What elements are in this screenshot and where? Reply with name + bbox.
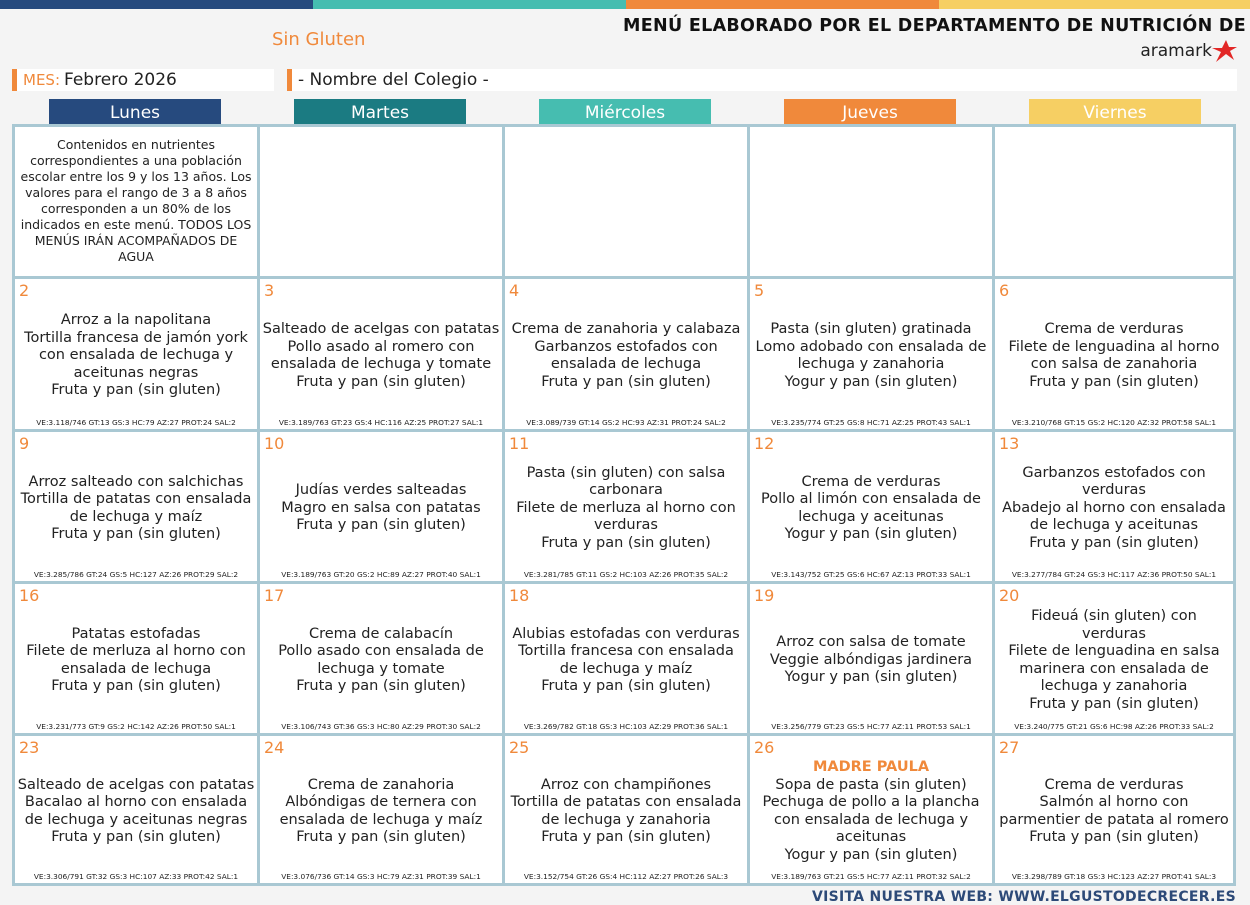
dish-line: Fruta y pan (sin gluten): [1029, 373, 1199, 390]
dish-line: Yogur y pan (sin gluten): [784, 669, 958, 685]
dish-list: [507, 321, 745, 391]
dish-line: Fruta y pan (sin gluten): [51, 829, 221, 845]
empty-cell: [995, 127, 1233, 279]
menu-day-cell: [15, 279, 260, 432]
dish-list: [17, 312, 255, 400]
brand-logo: [1140, 38, 1238, 64]
day-header-martes: Martes: [294, 99, 466, 126]
dish-line: Fruta y pan (sin gluten): [51, 678, 221, 694]
dish-line: Salteado de acelgas con patatas: [17, 776, 255, 793]
dish-line: Yogur y pan (sin gluten): [784, 373, 958, 390]
dish-line: Fruta y pan (sin gluten): [296, 373, 466, 390]
day-number: 18: [509, 586, 530, 605]
dish-line: Tortilla francesa con ensalada de lechuga y maíz: [518, 643, 734, 677]
dish-line: Garbanzos estofados con ensalada de lechuga: [534, 338, 718, 372]
dish-line: Arroz con champiñones: [540, 776, 712, 793]
menu-day-cell: [995, 432, 1233, 584]
day-number: 20: [999, 586, 1020, 605]
dish-line: Abadejo al horno con ensalada de lechuga y aceitunas: [1002, 499, 1226, 533]
special-event-label: MADRE PAULA: [812, 759, 930, 775]
menu-day-cell: [505, 432, 750, 584]
nutrition-values: VE:3.189/763 GT:20 GS:2 HC:89 AZ:27 PROT:40 SAL:1: [281, 570, 481, 579]
day-header-lunes: Lunes: [49, 99, 221, 126]
month-label: MES:: [23, 71, 60, 89]
dish-line: Fruta y pan (sin gluten): [296, 829, 466, 845]
dish-list: [752, 634, 990, 687]
empty-cell: [505, 127, 750, 279]
dish-line: Pollo asado con ensalada de lechuga y tomate: [278, 643, 484, 677]
day-number: 6: [999, 281, 1010, 300]
day-number: 3: [264, 281, 275, 300]
nutrition-values: VE:3.118/746 GT:13 GS:3 HC:79 AZ:27 PROT:24 SAL:2: [36, 418, 236, 427]
dish-line: Yogur y pan (sin gluten): [784, 526, 958, 542]
dish-list: [997, 465, 1231, 553]
nutrition-values: VE:3.277/784 GT:24 GS:3 HC:117 AZ:36 PROT:50 SAL:1: [1011, 570, 1217, 579]
top-color-bar: [0, 0, 1250, 9]
menu-day-cell: [260, 279, 505, 432]
day-number: 9: [19, 434, 30, 453]
day-number: 10: [264, 434, 285, 453]
school-marker: [287, 69, 292, 91]
menu-day-cell: [260, 736, 505, 883]
menu-day-cell: [505, 279, 750, 432]
diet-label: Sin Gluten: [272, 29, 366, 50]
day-header-miercoles: Miércoles: [539, 99, 711, 126]
dish-list: [997, 321, 1231, 391]
footer-website: VISITA NUESTRA WEB: WWW.ELGUSTODECRECER.ES: [811, 889, 1236, 905]
menu-day-cell: [15, 584, 260, 736]
day-number: 5: [754, 281, 765, 300]
dish-line: Fruta y pan (sin gluten): [296, 678, 466, 694]
dish-line: Fruta y pan (sin gluten): [541, 373, 711, 390]
dish-line: Filete de merluza al horno con ensalada de lechuga: [26, 643, 246, 677]
dish-line: Pollo al limón con ensalada de lechuga y aceitunas: [761, 491, 981, 525]
dish-line: Fruta y pan (sin gluten): [541, 678, 711, 694]
dish-list: [262, 626, 500, 696]
dish-line: Fruta y pan (sin gluten): [296, 517, 466, 533]
menu-day-cell: [15, 736, 260, 883]
dish-line: Pasta (sin gluten) con salsa carbonara: [526, 464, 726, 498]
dish-line: Fideuá (sin gluten) con verduras: [1031, 608, 1197, 642]
nutrition-values: VE:3.306/791 GT:32 GS:3 HC:107 AZ:33 PROT:42 SAL:1: [33, 872, 239, 881]
day-number: 27: [999, 738, 1020, 757]
dish-list: [752, 321, 990, 391]
dish-line: Sopa de pasta (sin gluten): [775, 776, 967, 793]
dish-list: [507, 465, 745, 553]
dish-line: Pasta (sin gluten) gratinada: [770, 321, 972, 337]
dish-line: Pechuga de pollo a la plancha con ensalada de lechuga y aceitunas: [762, 794, 980, 845]
dish-line: Bacalao al horno con ensalada de lechuga y aceitunas negras: [24, 794, 248, 828]
nutrition-values: VE:3.089/739 GT:14 GS:2 HC:93 AZ:31 PROT:24 SAL:2: [526, 418, 726, 427]
dish-line: Arroz con salsa de tomate: [776, 634, 966, 650]
day-number: 11: [509, 434, 530, 453]
menu-day-cell: [750, 279, 995, 432]
menu-day-cell: [750, 432, 995, 584]
day-header-jueves: Jueves: [784, 99, 956, 126]
menu-day-cell: [995, 279, 1233, 432]
menu-grid: [12, 124, 1236, 886]
dish-line: Lomo adobado con ensalada de lechuga y zanahoria: [755, 338, 987, 372]
dish-line: Tortilla de patatas con ensalada de lechuga y zanahoria: [510, 794, 742, 828]
menu-day-cell: [260, 584, 505, 736]
month-field: [12, 69, 274, 91]
dish-line: Crema de zanahoria: [307, 776, 455, 793]
dish-line: Veggie albóndigas jardinera: [769, 651, 973, 668]
day-number: 26: [754, 738, 775, 757]
nutrition-values: VE:3.143/752 GT:25 GS:6 HC:67 AZ:13 PROT:33 SAL:1: [771, 570, 971, 579]
menu-day-cell: [260, 432, 505, 584]
dish-list: [997, 608, 1231, 713]
day-number: 19: [754, 586, 775, 605]
empty-cell: [260, 127, 505, 279]
menu-day-cell: [995, 736, 1233, 883]
nutrition-values: VE:3.285/786 GT:24 GS:5 HC:127 AZ:26 PROT:29 SAL:2: [33, 570, 239, 579]
dish-line: Yogur y pan (sin gluten): [784, 846, 958, 863]
nutrition-values: VE:3.106/743 GT:36 GS:3 HC:80 AZ:29 PROT:30 SAL:2: [281, 722, 481, 731]
dish-list: [752, 474, 990, 544]
menu-day-cell: [750, 584, 995, 736]
dish-line: Fruta y pan (sin gluten): [51, 382, 221, 398]
nutrition-note: Contenidos en nutrientes correspondientes a una población escolar entre los 9 y los 13 años. Los valores para el rango de 3 a 8 años corresponden a un 80% de los indicados en este menú. TODOS LOS MENÚS IRÁN ACOMPAÑADOS DE AGUA: [20, 137, 252, 264]
dish-line: Alubias estofadas con verduras: [512, 625, 740, 642]
dish-line: Filete de merluza al horno con verduras: [516, 499, 736, 533]
dish-list: [262, 321, 500, 391]
dish-list: [262, 777, 500, 847]
dish-line: Fruta y pan (sin gluten): [541, 534, 711, 551]
dish-line: Arroz salteado con salchichas: [28, 473, 244, 490]
nutrition-values: VE:3.235/774 GT:25 GS:8 HC:71 AZ:25 PROT:43 SAL:1: [771, 418, 971, 427]
dish-line: Crema de verduras: [1044, 776, 1184, 793]
menu-day-cell: [505, 736, 750, 883]
dish-line: Fruta y pan (sin gluten): [541, 829, 711, 845]
day-number: 25: [509, 738, 530, 757]
dish-line: Arroz a la napolitana: [60, 312, 212, 328]
dish-line: Crema de verduras: [1044, 321, 1184, 337]
nutrition-values: VE:3.152/754 GT:26 GS:4 HC:112 AZ:27 PROT:26 SAL:3: [523, 872, 729, 881]
day-number: 16: [19, 586, 40, 605]
dish-line: Fruta y pan (sin gluten): [1029, 534, 1199, 551]
dish-line: Tortilla francesa de jamón york con ensalada de lechuga y aceitunas negras: [24, 329, 248, 381]
star-person-icon: [1210, 38, 1238, 64]
dish-line: Fruta y pan (sin gluten): [51, 526, 221, 542]
empty-cell: [750, 127, 995, 279]
school-field: [287, 69, 1237, 91]
dish-line: Garbanzos estofados con verduras: [1022, 464, 1206, 498]
day-number: 13: [999, 434, 1020, 453]
day-number: 12: [754, 434, 775, 453]
nutrition-values: VE:3.269/782 GT:18 GS:3 HC:103 AZ:29 PROT:36 SAL:1: [523, 722, 729, 731]
nutrition-values: VE:3.298/789 GT:18 GS:3 HC:123 AZ:27 PROT:41 SAL:3: [1011, 872, 1217, 881]
nutrition-values: VE:3.189/763 GT:21 GS:5 HC:77 AZ:11 PROT:32 SAL:2: [771, 872, 971, 881]
month-marker: [12, 69, 17, 91]
dish-line: Tortilla de patatas con ensalada de lechuga y maíz: [20, 491, 252, 525]
dish-line: Crema de verduras: [801, 473, 941, 490]
dish-list: [507, 777, 745, 847]
dish-list: [507, 626, 745, 696]
dish-line: Salteado de acelgas con patatas: [262, 321, 500, 337]
nutrition-values: VE:3.231/773 GT:9 GS:2 HC:142 AZ:26 PROT:50 SAL:1: [36, 722, 236, 731]
dish-list: [997, 777, 1231, 847]
menu-day-cell: [750, 736, 995, 883]
month-value: Febrero 2026: [64, 70, 177, 90]
dish-line: Patatas estofadas: [71, 625, 201, 642]
nutrition-values: VE:3.256/779 GT:23 GS:5 HC:77 AZ:11 PROT:53 SAL:1: [771, 722, 971, 731]
dish-line: Fruta y pan (sin gluten): [1029, 829, 1199, 845]
intro-cell: [15, 127, 260, 279]
nutrition-values: VE:3.189/763 GT:23 GS:4 HC:116 AZ:25 PROT:27 SAL:1: [278, 418, 484, 427]
dish-line: Crema de calabacín: [308, 625, 454, 642]
dish-line: Salmón al horno con parmentier de patata al romero: [999, 794, 1229, 828]
dish-line: Judías verdes salteadas: [295, 482, 467, 498]
day-header-viernes: Viernes: [1029, 99, 1201, 126]
header-title: MENÚ ELABORADO POR EL DEPARTAMENTO DE NUTRICIÓN DE: [623, 16, 1246, 36]
school-name: - Nombre del Colegio -: [298, 70, 489, 90]
menu-day-cell: [505, 584, 750, 736]
dish-list: [17, 777, 255, 847]
nutrition-values: VE:3.240/775 GT:21 GS:6 HC:98 AZ:26 PROT:33 SAL:2: [1014, 722, 1214, 731]
nutrition-values: VE:3.076/736 GT:14 GS:3 HC:79 AZ:31 PROT:39 SAL:1: [281, 872, 481, 881]
nutrition-values: VE:3.210/768 GT:15 GS:2 HC:120 AZ:32 PROT:58 SAL:1: [1011, 418, 1217, 427]
day-number: 17: [264, 586, 285, 605]
day-number: 23: [19, 738, 40, 757]
nutrition-values: VE:3.281/785 GT:11 GS:2 HC:103 AZ:26 PROT:35 SAL:2: [523, 570, 729, 579]
day-number: 2: [19, 281, 30, 300]
dish-list: [752, 759, 990, 864]
menu-day-cell: [995, 584, 1233, 736]
dish-line: Albóndigas de ternera con ensalada de lechuga y maíz: [279, 794, 483, 828]
day-number: 24: [264, 738, 285, 757]
dish-line: Pollo asado al romero con ensalada de lechuga y tomate: [270, 338, 492, 372]
brand-name: aramark: [1140, 41, 1212, 61]
dish-list: [262, 482, 500, 535]
dish-line: Crema de zanahoria y calabaza: [511, 321, 741, 337]
menu-day-cell: [15, 432, 260, 584]
dish-list: [17, 626, 255, 696]
dish-line: Filete de lenguadina en salsa marinera con ensalada de lechuga y zanahoria: [1008, 643, 1220, 694]
dish-line: Fruta y pan (sin gluten): [1029, 695, 1199, 712]
dish-line: Magro en salsa con patatas: [281, 499, 481, 516]
dish-list: [17, 474, 255, 544]
dish-line: Filete de lenguadina al horno con salsa de zanahoria: [1008, 338, 1220, 372]
day-number: 4: [509, 281, 520, 300]
